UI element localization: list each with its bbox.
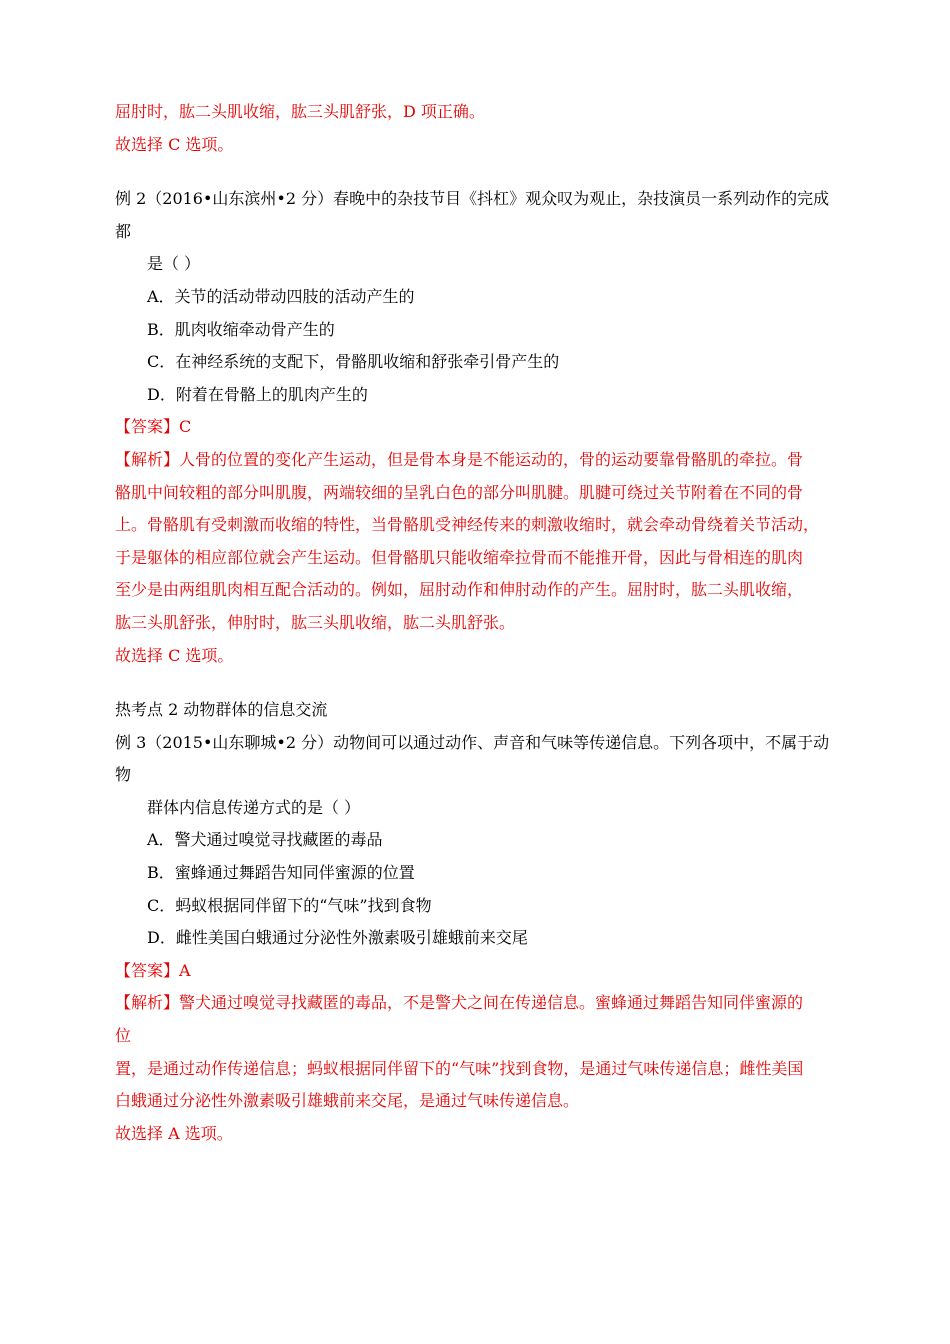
- example-3-stem-line-2: 物: [115, 765, 132, 785]
- spacer: [115, 161, 845, 183]
- example-3-analysis-line-3: 置，是通过动作传递信息；蚂蚁根据同伴留下的“气味”找到食物，是通过气味传递信息；雌性美国: [115, 1058, 804, 1078]
- example-2-option-d: D．附着在骨骼上的肌肉产生的: [147, 384, 368, 404]
- example-3-option-c: C．蚂蚁根据同伴留下的“气味”找到食物: [147, 895, 432, 915]
- section-heading: 热考点 2 动物群体的信息交流: [115, 700, 328, 720]
- example-2-analysis-line-5: 至少是由两组肌肉相互配合活动的。例如，屈肘动作和伸肘动作的产生。屈肘时，肱二头肌收缩，: [115, 580, 804, 600]
- example-2-stem-line-3: 是（ ）: [147, 254, 201, 274]
- example-2-analysis-line-2: 骼肌中间较粗的部分叫肌腹，两端较细的呈乳白色的部分叫肌腱。肌腱可绕过关节附着在不同的骨: [115, 482, 804, 502]
- example-3-option-b: B．蜜蜂通过舞蹈告知同伴蜜源的位置: [147, 863, 415, 883]
- example-2-option-b: B．肌肉收缩牵动骨产生的: [147, 319, 335, 339]
- prev-conclusion: 故选择 C 选项。: [115, 134, 234, 154]
- example-2: [115, 183, 845, 672]
- example-2-option-a: A．关节的活动带动四肢的活动产生的: [147, 286, 415, 306]
- example-2-stem-line-1: 例 2（2016•山东滨州•2 分）春晚中的杂技节目《抖杠》观众叹为观止，杂技演员一系列动作的完成: [115, 189, 830, 209]
- example-3-analysis-line-4: 白蛾通过分泌性外激素吸引雄蛾前来交尾，是通过气味传递信息。: [115, 1091, 580, 1111]
- example-2-option-c: C．在神经系统的支配下，骨骼肌收缩和舒张牵引骨产生的: [147, 352, 560, 372]
- example-3-option-a: A．警犬通过嗅觉寻找藏匿的毒品: [147, 830, 383, 850]
- example-2-analysis-line-4: 于是躯体的相应部位就会产生运动。但骨骼肌只能收缩牵拉骨而不能推开骨，因此与骨相连的肌肉: [115, 547, 804, 567]
- example-2-answer: 【答案】C: [115, 417, 192, 437]
- example-3-conclusion: 故选择 A 选项。: [115, 1123, 233, 1143]
- prev-analysis-tail: 屈肘时，肱二头肌收缩，肱三头肌舒张，D 项正确。: [115, 102, 485, 121]
- example-2-analysis-line-1: 【解析】人骨的位置的变化产生运动，但是骨本身是不能运动的，骨的运动要靠骨骼肌的牵拉。骨: [115, 449, 804, 469]
- example-3-answer: 【答案】A: [115, 960, 191, 980]
- example-3-analysis-line-2: 位: [115, 1026, 132, 1046]
- example-3-stem-line-3: 群体内信息传递方式的是（ ）: [147, 797, 361, 817]
- document-page: [115, 96, 845, 1150]
- example-2-stem-line-2: 都: [115, 221, 132, 241]
- example-3: [115, 727, 845, 1151]
- example-2-conclusion: 故选择 C 选项。: [115, 645, 234, 665]
- example-3-analysis-line-1: 【解析】警犬通过嗅觉寻找藏匿的毒品，不是警犬之间在传递信息。蜜蜂通过舞蹈告知同伴蜜源的: [115, 993, 804, 1013]
- example-3-option-d: D．雌性美国白蛾通过分泌性外激素吸引雄蛾前来交尾: [147, 928, 528, 948]
- spacer: [115, 672, 845, 694]
- example-2-analysis-line-3: 上。骨骼肌有受刺激而收缩的特性，当骨骼肌受神经传来的刺激收缩时，就会牵动骨绕着关节活动，: [115, 515, 820, 535]
- example-3-stem-line-1: 例 3（2015•山东聊城•2 分）动物间可以通过动作、声音和气味等传递信息。下列各项中，不属于动: [115, 732, 830, 752]
- example-2-analysis-line-6: 肱三头肌舒张，伸肘时，肱三头肌收缩，肱二头肌舒张。: [115, 612, 516, 632]
